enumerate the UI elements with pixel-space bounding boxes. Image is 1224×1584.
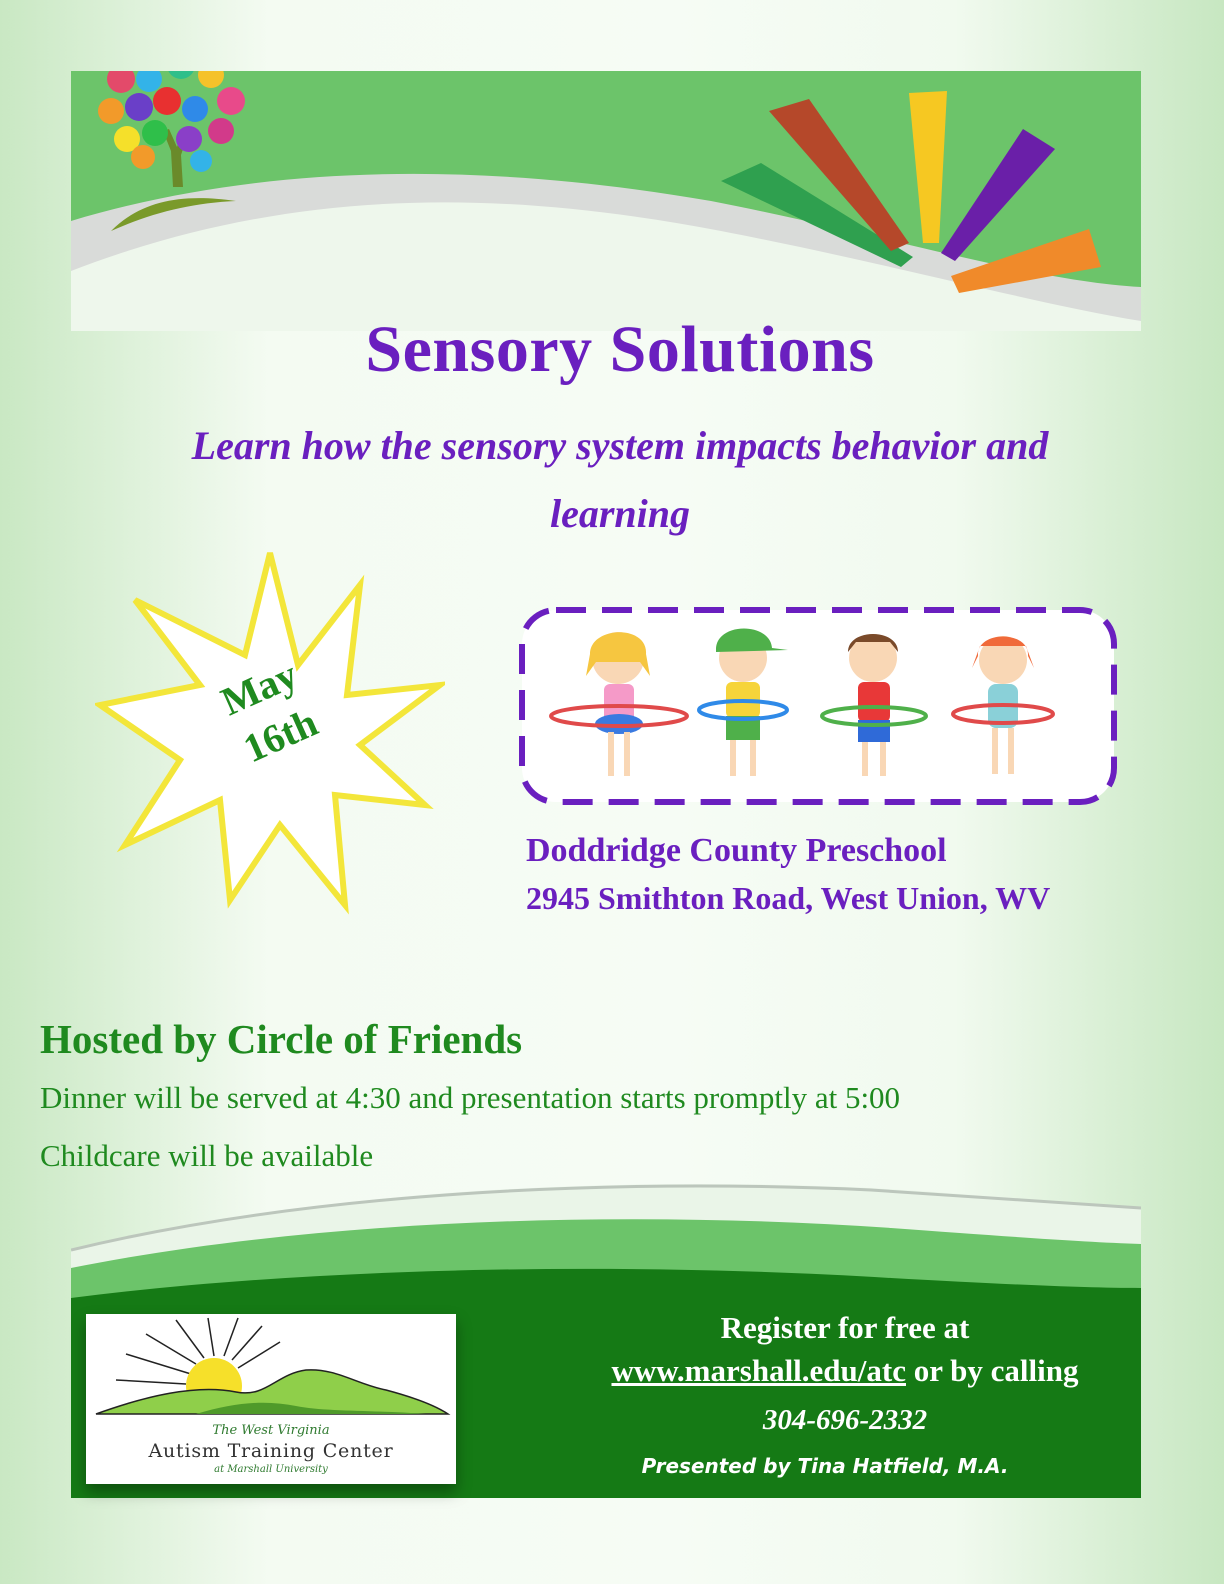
logo-line-1: The West Virginia: [212, 1423, 330, 1438]
register-line: [560, 1353, 1130, 1389]
register-link[interactable]: www.marshall.edu/atc: [611, 1353, 906, 1388]
register-suffix: or by calling: [913, 1353, 1079, 1388]
logo-line-3: at Marshall University: [214, 1464, 328, 1475]
event-month: May: [214, 651, 304, 725]
presenter: Presented by Tina Hatfield, M.A.: [641, 1454, 1009, 1478]
register-intro: Register for free at: [720, 1310, 970, 1345]
event-day: 16th: [236, 699, 325, 772]
childcare-detail: Childcare will be available: [40, 1138, 374, 1173]
sun-mountain-logo-icon: [86, 1314, 456, 1424]
phone-number: 304-696-2332: [762, 1404, 928, 1436]
page-title: Sensory Solutions: [365, 313, 875, 386]
header-banner: [71, 71, 1141, 331]
dinner-detail: Dinner will be served at 4:30 and presentation starts promptly at 5:00: [40, 1080, 901, 1115]
atc-logo: [86, 1314, 456, 1484]
logo-line-2: Autism Training Center: [148, 1440, 394, 1462]
venue-name: Doddridge County Preschool: [526, 832, 947, 869]
hula-hoop-kids-illustration: [518, 606, 1118, 806]
venue-address: 2945 Smithton Road, West Union, WV: [526, 880, 1051, 916]
host-heading: Hosted by Circle of Friends: [40, 1016, 523, 1062]
page-subtitle: Learn how the sensory system impacts behavior and learning: [191, 423, 1049, 536]
